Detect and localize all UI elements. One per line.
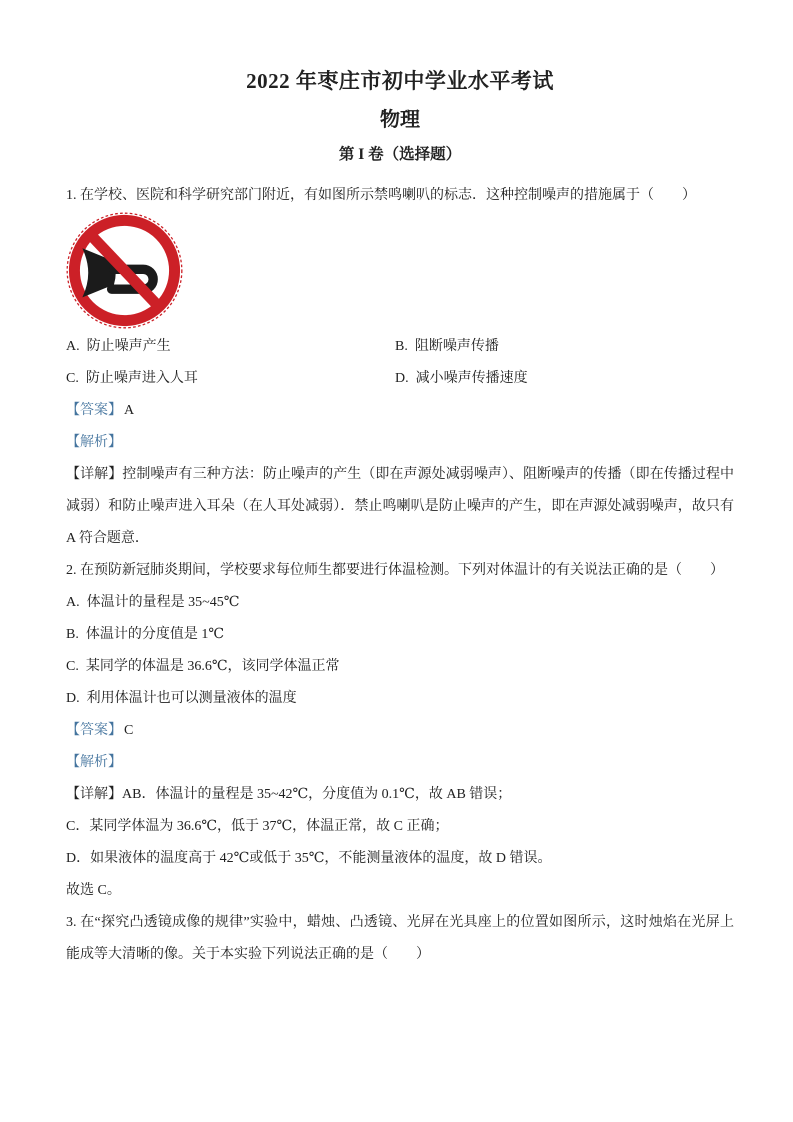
no-horn-sign-icon (66, 212, 183, 329)
option-b-text: 阻断噪声传播 (414, 339, 499, 354)
option-a-label: A. (66, 595, 80, 610)
question-1 (66, 180, 734, 555)
option-c (66, 651, 734, 683)
detail-label: 【详解】 (66, 787, 122, 802)
question-3 (66, 907, 734, 971)
option-b (395, 331, 734, 363)
option-c-label: C. (66, 659, 79, 674)
option-d-text: 利用体温计也可以测量液体的温度 (86, 691, 297, 706)
question-2-stem: 2. 在预防新冠肺炎期间，学校要求每位师生都要进行体温检测。下列对体温计的有关说法正确的是（ ） (66, 563, 724, 578)
subject-title: 物理 (380, 109, 420, 131)
answer-label: 【答案】 (66, 723, 122, 738)
detail-label: 【详解】 (66, 467, 123, 482)
answer-value: A (124, 403, 135, 418)
question-2-detail-line-3: D．如果液体的温度高于 42℃或低于 35℃，不能测量液体的温度，故 D 错误。 (66, 851, 552, 866)
option-d-text: 减小噪声传播速度 (415, 371, 528, 386)
question-2 (66, 555, 734, 907)
question-2-detail-line-1 (66, 779, 734, 811)
option-a-text: 防止噪声产生 (86, 339, 171, 354)
question-3-stem: 3. 在“探究凸透镜成像的规律”实验中，蜡烛、凸透镜、光屏在光具座上的位置如图所示，这时烛焰在光屏上能成等大清晰的像。关于本实验下列说法正确的是（ ） (66, 915, 734, 962)
detail-text: AB．体温计的量程是 35~42℃，分度值为 0.1℃，故 AB 错误； (122, 787, 512, 802)
question-2-analysis-line (66, 747, 734, 779)
section-heading: 第 I 卷（选择题） (338, 146, 462, 163)
analysis-label: 【解析】 (66, 435, 122, 450)
option-b (66, 619, 734, 651)
option-d-label: D. (395, 371, 409, 386)
question-1-detail (66, 459, 734, 555)
option-d-label: D. (66, 691, 80, 706)
answer-value: C (124, 723, 134, 738)
option-b-label: B. (395, 339, 408, 354)
question-1-answer-line (66, 395, 734, 427)
option-b-text: 体温计的分度值是 1℃ (85, 627, 225, 642)
question-1-options (66, 331, 734, 395)
page-title: 2022 年枣庄市初中学业水平考试 (246, 69, 554, 93)
question-2-detail-line-4: 故选 C。 (66, 883, 121, 898)
option-a (66, 587, 734, 619)
option-c-text: 某同学的体温是 36.6℃，该同学体温正常 (85, 659, 340, 674)
option-c-text: 防止噪声进入人耳 (85, 371, 198, 386)
question-1-analysis-line (66, 427, 734, 459)
question-2-answer-line (66, 715, 734, 747)
option-c (66, 363, 395, 395)
option-b-label: B. (66, 627, 79, 642)
answer-label: 【答案】 (66, 403, 122, 418)
analysis-label: 【解析】 (66, 755, 122, 770)
question-2-detail-line-2: C．某同学体温为 36.6℃，低于 37℃，体温正常，故 C 正确； (66, 819, 449, 834)
detail-text: 控制噪声有三种方法：防止噪声的产生（即在声源处减弱噪声）、阻断噪声的传播（即在传播过程中减弱）和防止噪声进入耳朵（在人耳处减弱）．禁止鸣喇叭是防止噪声的产生，即在声源处减弱噪声，故只有 A 符合题意． (66, 467, 735, 546)
option-a-text: 体温计的量程是 35~45℃ (86, 595, 240, 610)
option-a-label: A. (66, 339, 80, 354)
option-d (395, 363, 734, 395)
option-a (66, 331, 395, 363)
option-c-label: C. (66, 371, 79, 386)
page-content (66, 0, 734, 971)
question-1-stem: 1. 在学校、医院和科学研究部门附近，有如图所示禁鸣喇叭的标志．这种控制噪声的措施属于（ ） (66, 188, 696, 203)
option-d (66, 683, 734, 715)
